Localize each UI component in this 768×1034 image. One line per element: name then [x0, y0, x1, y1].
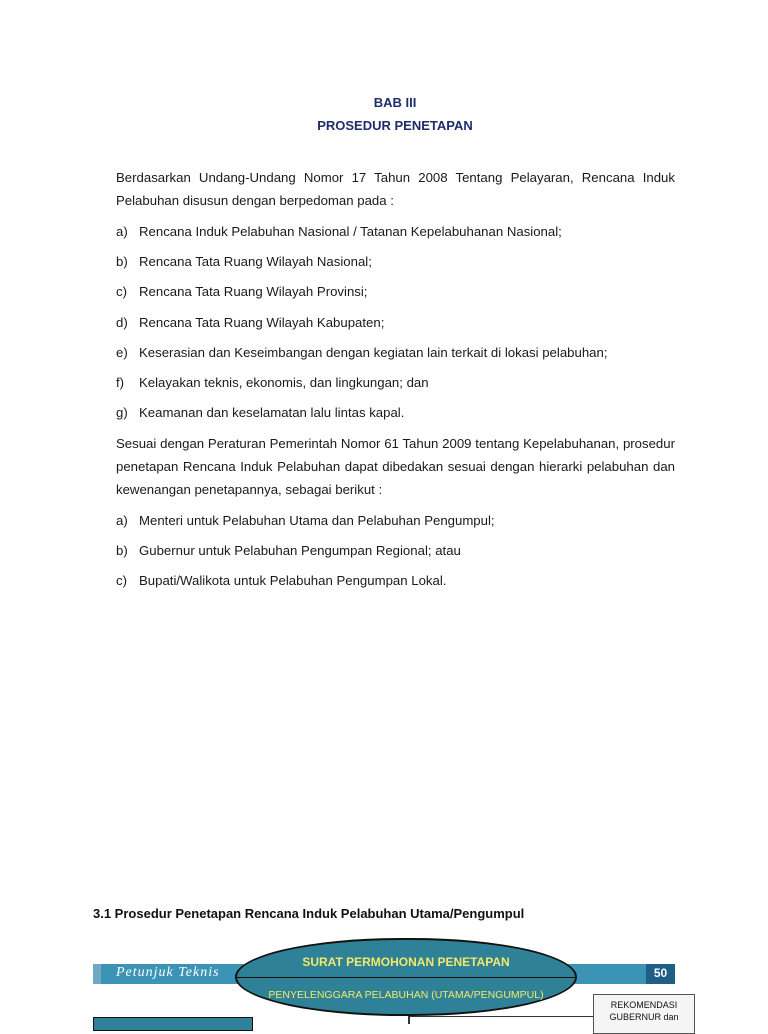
list-text: Gubernur untuk Pelabuhan Pengumpan Regional; atau: [139, 543, 461, 558]
flow-oval-title: SURAT PERMOHONAN PENETAPAN: [302, 955, 510, 969]
flow-oval-subtitle: PENYELENGGARA PELABUHAN (UTAMA/PENGUMPUL): [268, 989, 544, 1001]
flow-connector: [410, 1016, 593, 1017]
footer-accent: [93, 964, 101, 984]
page-number: 50: [653, 966, 668, 980]
list-text: Kelayakan teknis, ekonomis, dan lingkungan; dan: [139, 375, 429, 390]
section-heading: 3.1 Prosedur Penetapan Rencana Induk Pelabuhan Utama/Pengumpul: [93, 906, 525, 921]
chapter-number: BAB III: [373, 95, 417, 110]
list-text: Rencana Tata Ruang Wilayah Provinsi;: [139, 284, 368, 299]
recommendation-line1: REKOMENDASI: [610, 1000, 678, 1010]
regulation-paragraph: Sesuai dengan Peraturan Pemerintah Nomor 61 Tahun 2009 tentang Kepelabuhanan, prosedur penetapan Rencana Induk Pelabuhan dapat dibedakan sesuai dengan hierarki pelabuhan dan kewenangan penetapannya, sebagai berikut :: [116, 436, 675, 497]
list-marker: b): [116, 543, 128, 558]
list-text: Keserasian dan Keseimbangan dengan kegiatan lain terkait di lokasi pelabuhan;: [139, 345, 608, 360]
list-marker: e): [116, 345, 128, 360]
flow-arrow: [408, 1016, 410, 1024]
list-text: Bupati/Walikota untuk Pelabuhan Pengumpan Lokal.: [139, 573, 447, 588]
list-text: Menteri untuk Pelabuhan Utama dan Pelabuhan Pengumpul;: [139, 513, 495, 528]
list-text: Rencana Tata Ruang Wilayah Nasional;: [139, 254, 372, 269]
footer-title: Petunjuk Teknis: [116, 965, 220, 980]
chapter-title: PROSEDUR PENETAPAN: [317, 118, 473, 133]
list-marker: g): [116, 405, 128, 420]
flow-box: [93, 1017, 253, 1031]
list-marker: c): [116, 284, 127, 299]
intro-paragraph: Berdasarkan Undang-Undang Nomor 17 Tahun 2008 Tentang Pelayaran, Rencana Induk Pelabuhan disusun dengan berpedoman pada :: [116, 170, 675, 208]
list-text: Keamanan dan keselamatan lalu lintas kapal.: [139, 405, 405, 420]
list-marker: a): [116, 224, 128, 239]
list-marker: b): [116, 254, 128, 269]
list-marker: f): [116, 375, 125, 390]
list-marker: d): [116, 315, 128, 330]
list-marker: a): [116, 513, 128, 528]
recommendation-line2: GUBERNUR dan: [609, 1012, 679, 1022]
oval-divider: [236, 977, 576, 978]
list-text: Rencana Induk Pelabuhan Nasional / Tatanan Kepelabuhanan Nasional;: [139, 224, 562, 239]
list-marker: c): [116, 573, 127, 588]
list-text: Rencana Tata Ruang Wilayah Kabupaten;: [139, 315, 385, 330]
